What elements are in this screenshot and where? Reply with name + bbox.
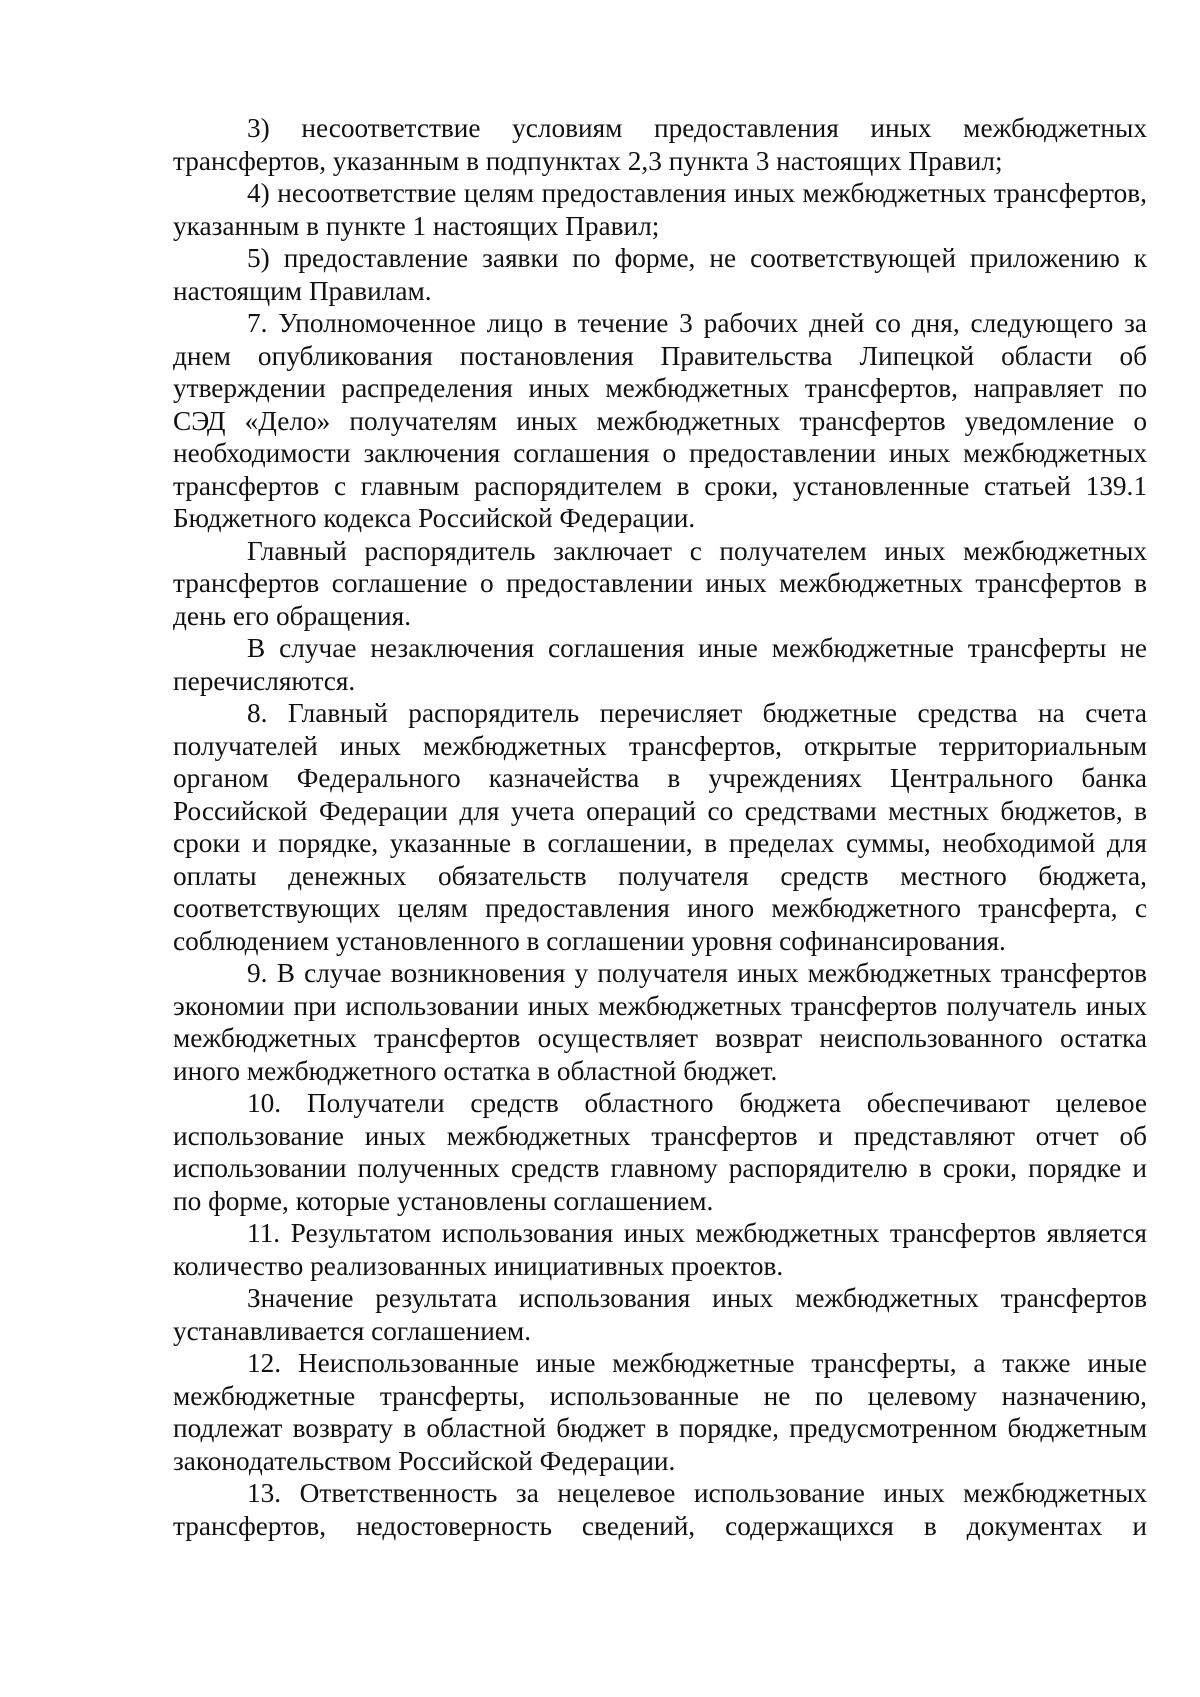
paragraph-clause-8: 8. Главный распорядитель перечисляет бюджетные средства на счета получателей иных межбюджетных трансфертов, открытые территориальным органом Федерального казначейства в учреждениях Центрального банка Российской Федерации для учета операций со средствами местных бюджетов, в сроки и порядке, указанные в соглашении, в пределах суммы, необходимой для оплаты денежных обязательств получателя средств местного бюджета, соответствующих целям предоставления иного межбюджетного трансферта, с соблюдением установленного в соглашении уровня софинансирования. <box>173 698 1147 956</box>
paragraph-clause-13: 13. Ответственность за нецелевое использование иных межбюджетных трансфертов, недостоверность сведений, содержащихся в документах и <box>173 1478 1147 1541</box>
paragraph-non-conclusion: В случае незаключения соглашения иные межбюджетные трансферты не перечисляются. <box>173 633 1147 696</box>
paragraph-result-value: Значение результата использования иных межбюджетных трансфертов устанавливается соглашением. <box>173 1283 1147 1346</box>
paragraph-item-5: 5) предоставление заявки по форме, не соответствующей приложению к настоящим Правилам. <box>173 243 1147 306</box>
paragraph-item-4: 4) несоответствие целям предоставления иных межбюджетных трансфертов, указанным в пункте 1 настоящих Правил; <box>173 178 1147 241</box>
paragraph-clause-12: 12. Неиспользованные иные межбюджетные трансферты, а также иные межбюджетные трансферты, использованные не по целевому назначению, подлежат возврату в областной бюджет в порядке, предусмотренном бюджетным законодательством Российской Федерации. <box>173 1348 1147 1476</box>
document-body <box>173 112 1147 1542</box>
paragraph-item-3: 3) несоответствие условиям предоставления иных межбюджетных трансфертов, указанным в подпунктах 2,3 пункта 3 настоящих Правил; <box>173 113 1147 176</box>
paragraph-clause-10: 10. Получатели средств областного бюджета обеспечивают целевое использование иных межбюджетных трансфертов и представляют отчет об использовании полученных средств главному распорядителю в сроки, порядке и по форме, которые установлены соглашением. <box>173 1088 1147 1216</box>
paragraph-agreement-conclusion: Главный распорядитель заключает с получателем иных межбюджетных трансфертов соглашение о предоставлении иных межбюджетных трансфертов в день его обращения. <box>173 535 1147 631</box>
paragraph-clause-9: 9. В случае возникновения у получателя иных межбюджетных трансфертов экономии при использовании иных межбюджетных трансфертов получатель иных межбюджетных трансфертов осуществляет возврат неиспользованного остатка иного межбюджетного остатка в областной бюджет. <box>173 958 1147 1086</box>
paragraph-clause-11: 11. Результатом использования иных межбюджетных трансфертов является количество реализованных инициативных проектов. <box>173 1218 1147 1281</box>
paragraph-clause-7: 7. Уполномоченное лицо в течение 3 рабочих дней со дня, следующего за днем опубликования постановления Правительства Липецкой области об утверждении распределения иных межбюджетных трансфертов, направляет по СЭД «Дело» получателям иных межбюджетных трансфертов уведомление о необходимости заключения соглашения о предоставлении иных межбюджетных трансфертов с главным распорядителем в сроки, установленные статьей 139.1 Бюджетного кодекса Российской Федерации. <box>173 308 1147 533</box>
